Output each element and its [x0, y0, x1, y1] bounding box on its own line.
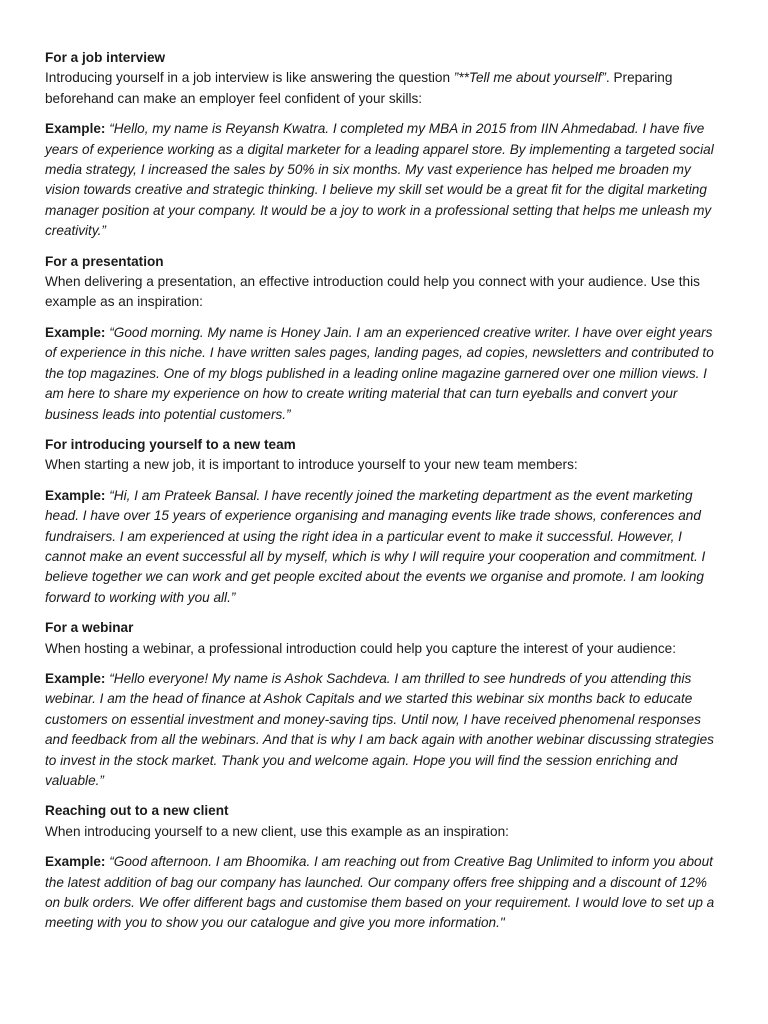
section-intro [45, 68, 724, 109]
section-intro: When starting a new job, it is important to introduce yourself to your new team members: [45, 457, 578, 473]
example-paragraph [45, 669, 724, 791]
example-paragraph [45, 119, 724, 241]
example-text: “Hi, I am Prateek Bansal. I have recently joined the marketing department as the event marketing head. I have over 15 years of experience organising and managing events like trade shows, conferences and fundraisers. I am experienced at using the right idea in a particular event to make it successful. However, I cannot make an event successful all by myself, which is why I will require your cooperation and commitment. I believe together we can work and get people excited about the events we organise and promote. I am looking forward to working with you all.” [45, 487, 706, 605]
section-intro: When hosting a webinar, a professional introduction could help you capture the interest of your audience: [45, 640, 676, 656]
example-label: Example: [45, 854, 106, 870]
example-label: Example: [45, 121, 106, 137]
section-intro: When introducing yourself to a new client, use this example as an inspiration: [45, 823, 509, 839]
section-heading: For a presentation [45, 253, 164, 269]
intro-text-after: . Preparing beforehand can make an employer feel confident of your skills: [45, 70, 673, 106]
example-text: “Good morning. My name is Honey Jain. I am an experienced creative writer. I have over eight years of experience in this niche. I have written sales pages, landing pages, ad copies, newsletters and contributed to the top magazines. One of my blogs published in a leading online magazine garnered over one million views. I am here to share my experience on how to create writing material that can turn eyeballs and convert your business leads into potential customers.” [45, 324, 714, 422]
example-paragraph [45, 323, 724, 425]
section-heading: For a job interview [45, 50, 166, 65]
section-intro: When delivering a presentation, an effective introduction could help you connect with your audience. Use this example as an inspiration: [45, 274, 700, 310]
example-label: Example: [45, 324, 106, 340]
example-text: “Hello, my name is Reyansh Kwatra. I completed my MBA in 2015 from IIN Ahmedabad. I have five years of experience working as a digital marketer for a leading apparel store. By implementing a targeted social media strategy, I increased the sales by 50% in six months. My vast experience has helped me broaden my vision towards creative and strategic thinking. I believe my skill set would be a great fit for the digital marketing manager position at your company. It would be a joy to work in a professional setting that helps me unleash my creativity.” [45, 121, 714, 239]
section-heading: Reaching out to a new client [45, 803, 229, 819]
example-text: “Good afternoon. I am Bhoomika. I am reaching out from Creative Bag Unlimited to inform you about the latest addition of bag our company has launched. Our company offers free shipping and a discount of 12% on bulk orders. We offer different bags and customise them based on your requirement. I would love to set up a meeting with you to show you our catalogue and give you more information." [45, 854, 715, 931]
section-job-interview [45, 48, 724, 242]
section-new-client [45, 801, 724, 933]
intro-quote: ”**Tell me about yourself” [453, 70, 606, 86]
example-label: Example: [45, 487, 106, 503]
section-webinar [45, 618, 724, 791]
section-new-team [45, 435, 724, 608]
example-paragraph [45, 486, 724, 608]
section-heading: For introducing yourself to a new team [45, 436, 296, 452]
intro-text: Introducing yourself in a job interview is like answering the question [45, 70, 454, 86]
section-presentation [45, 252, 724, 425]
example-label: Example: [45, 670, 106, 686]
example-paragraph [45, 852, 724, 934]
example-text: “Hello everyone! My name is Ashok Sachdeva. I am thrilled to see hundreds of you attending this webinar. I am the head of finance at Ashok Capitals and we started this webinar six months back to educate customers on essential investment and money-saving tips. Until now, I have received phenomenal responses and feedback from all the webinars. And that is why I am back again with another webinar discussing strategies to invest in the stock market. Thank you and welcome again. Hope you will find the session enriching and valuable.” [45, 670, 714, 788]
section-heading: For a webinar [45, 620, 134, 636]
